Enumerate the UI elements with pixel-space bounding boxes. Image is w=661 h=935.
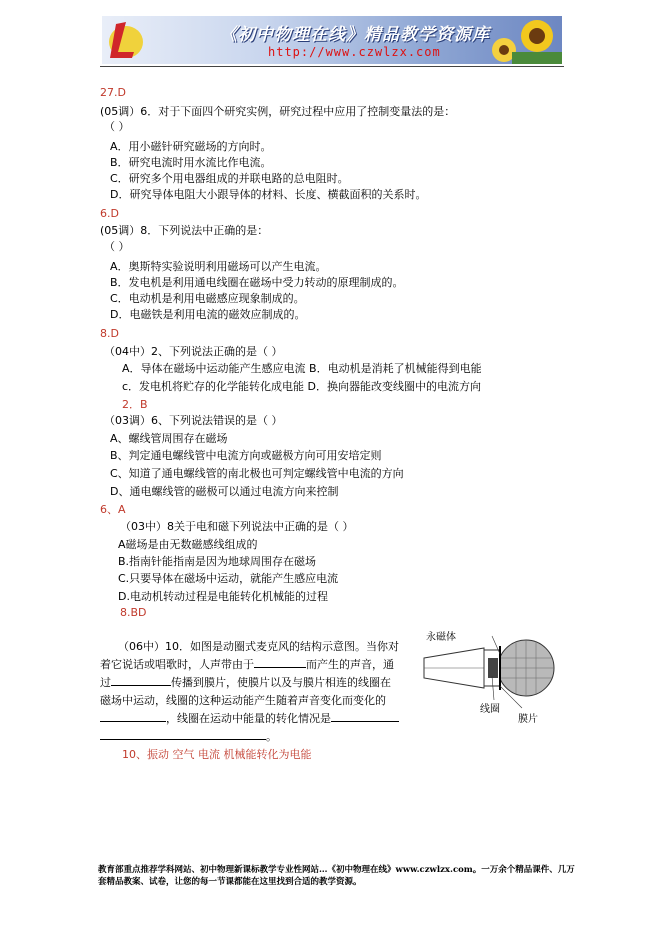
option-d: D．研究导体电阻大小跟导体的材料、长度、横截面积的关系时。 — [110, 188, 427, 201]
q10-answer: 10、振动 空气 电流 机械能转化为电能 — [122, 748, 312, 761]
header-banner — [102, 16, 562, 64]
option-b: B．发电机是利用通电线圈在磁场中受力转动的原理制成的。 — [110, 276, 404, 289]
option-d: D.电动机转动过程是电能转化机械能的过程 — [118, 590, 328, 603]
q10-line6 — [100, 728, 277, 744]
option-b: B.指南针能指南是因为地球周围存在磁场 — [118, 555, 317, 568]
answer-8bd: 8.BD — [120, 606, 147, 619]
answer-6d: 6.D — [100, 207, 119, 220]
q10-text: 而产生的声音，通 — [306, 658, 394, 671]
q10-text: 着它说话或唱歌时，人声带由于 — [100, 658, 254, 671]
q10-text: 过 — [100, 676, 111, 689]
q10-line4: 磁场中运动，线圈的这种运动能产生随着声音变化而变化的 — [100, 694, 386, 707]
question-04-2: （04中）2、下列说法正确的是（ ） — [104, 345, 283, 358]
banner-title: 《初中物理在线》精品教学资源库 — [220, 25, 490, 45]
option-a: A．奥斯特实验说明利用磁场可以产生电流。 — [110, 260, 327, 273]
q10-line2 — [100, 656, 394, 672]
banner-url[interactable]: http://www.czwlzx.com — [268, 45, 441, 59]
label-permanent-magnet: 永磁体 — [426, 632, 456, 643]
blank-2[interactable] — [111, 685, 171, 686]
option-d: D、通电螺线管的磁极可以通过电流方向来控制 — [110, 485, 339, 498]
option-d: D．电磁铁是利用电流的磁效应制成的。 — [110, 308, 306, 321]
answer-27: 27.D — [100, 86, 126, 99]
answer-2b: 2．B — [122, 398, 148, 411]
answer-blank: （ ） — [104, 240, 130, 253]
q10-line1: （06中）10．如图是动圈式麦克风的结构示意图。当你对 — [118, 640, 399, 653]
option-c: C．研究多个用电器组成的并联电路的总电阻时。 — [110, 172, 349, 185]
option-c: C.只要导体在磁场中运动，就能产生感应电流 — [118, 572, 339, 585]
question-03-8: （03中）8关于电和磁下列说法中正确的是（ ） — [120, 520, 354, 533]
option-c: C．电动机是利用电磁感应现象制成的。 — [110, 292, 305, 305]
answer-blank: （ ） — [104, 120, 130, 133]
option-c: C、知道了通电螺线管的南北极也可判定螺线管中电流的方向 — [110, 467, 404, 480]
blank-3[interactable] — [100, 721, 166, 722]
question-05-6: (05调）6．对于下面四个研究实例，研究过程中应用了控制变量法的是： — [100, 105, 456, 118]
option-a: A磁场是由无数磁感线组成的 — [118, 538, 258, 551]
q10-line5 — [100, 710, 399, 726]
option-a: A．用小磁针研究磁场的方向时。 — [110, 140, 272, 153]
footer-text: 教育部重点推荐学科网站、初中物理新课标教学专业性网站…《初中物理在线》www.czwlzx.com。一万余个精品课件、几万套精品教案、试卷，让您的每一节课都能在这里找到合适的教学资源。 — [98, 865, 575, 887]
label-diaphragm: 膜片 — [518, 714, 538, 725]
option-b: B、判定通电螺线管中电流方向或磁极方向可用安培定则 — [110, 449, 382, 462]
label-coil: 线圈 — [480, 704, 500, 715]
q10-text: 。 — [266, 730, 277, 743]
microphone-diagram — [422, 628, 558, 724]
question-05-8: (05调）8．下列说法中正确的是： — [100, 224, 269, 237]
question-03-6: （03调）6、下列说法错误的是（ ） — [104, 414, 283, 427]
q10-text: ，线圈在运动中能量的转化情况是 — [166, 712, 331, 725]
option-a: A、螺线管周围存在磁场 — [110, 432, 228, 445]
q10-line3 — [100, 674, 391, 690]
blank-4-cont[interactable] — [100, 739, 266, 740]
blank-1[interactable] — [254, 667, 306, 668]
options-ab: A．导体在磁场中运动能产生感应电流 B．电动机是消耗了机械能得到电能 — [122, 362, 482, 375]
blank-4[interactable] — [331, 721, 399, 722]
answer-6a: 6、A — [100, 503, 126, 516]
q10-text: 传播到膜片，使膜片以及与膜片相连的线圈在 — [171, 676, 391, 689]
option-b: B．研究电流时用水流比作电流。 — [110, 156, 272, 169]
header-divider — [100, 66, 564, 67]
options-cd: c．发电机将贮存的化学能转化成电能 D．换向器能改变线圈中的电流方向 — [122, 380, 482, 393]
answer-8d: 8.D — [100, 327, 119, 340]
site-logo-icon — [104, 18, 144, 62]
